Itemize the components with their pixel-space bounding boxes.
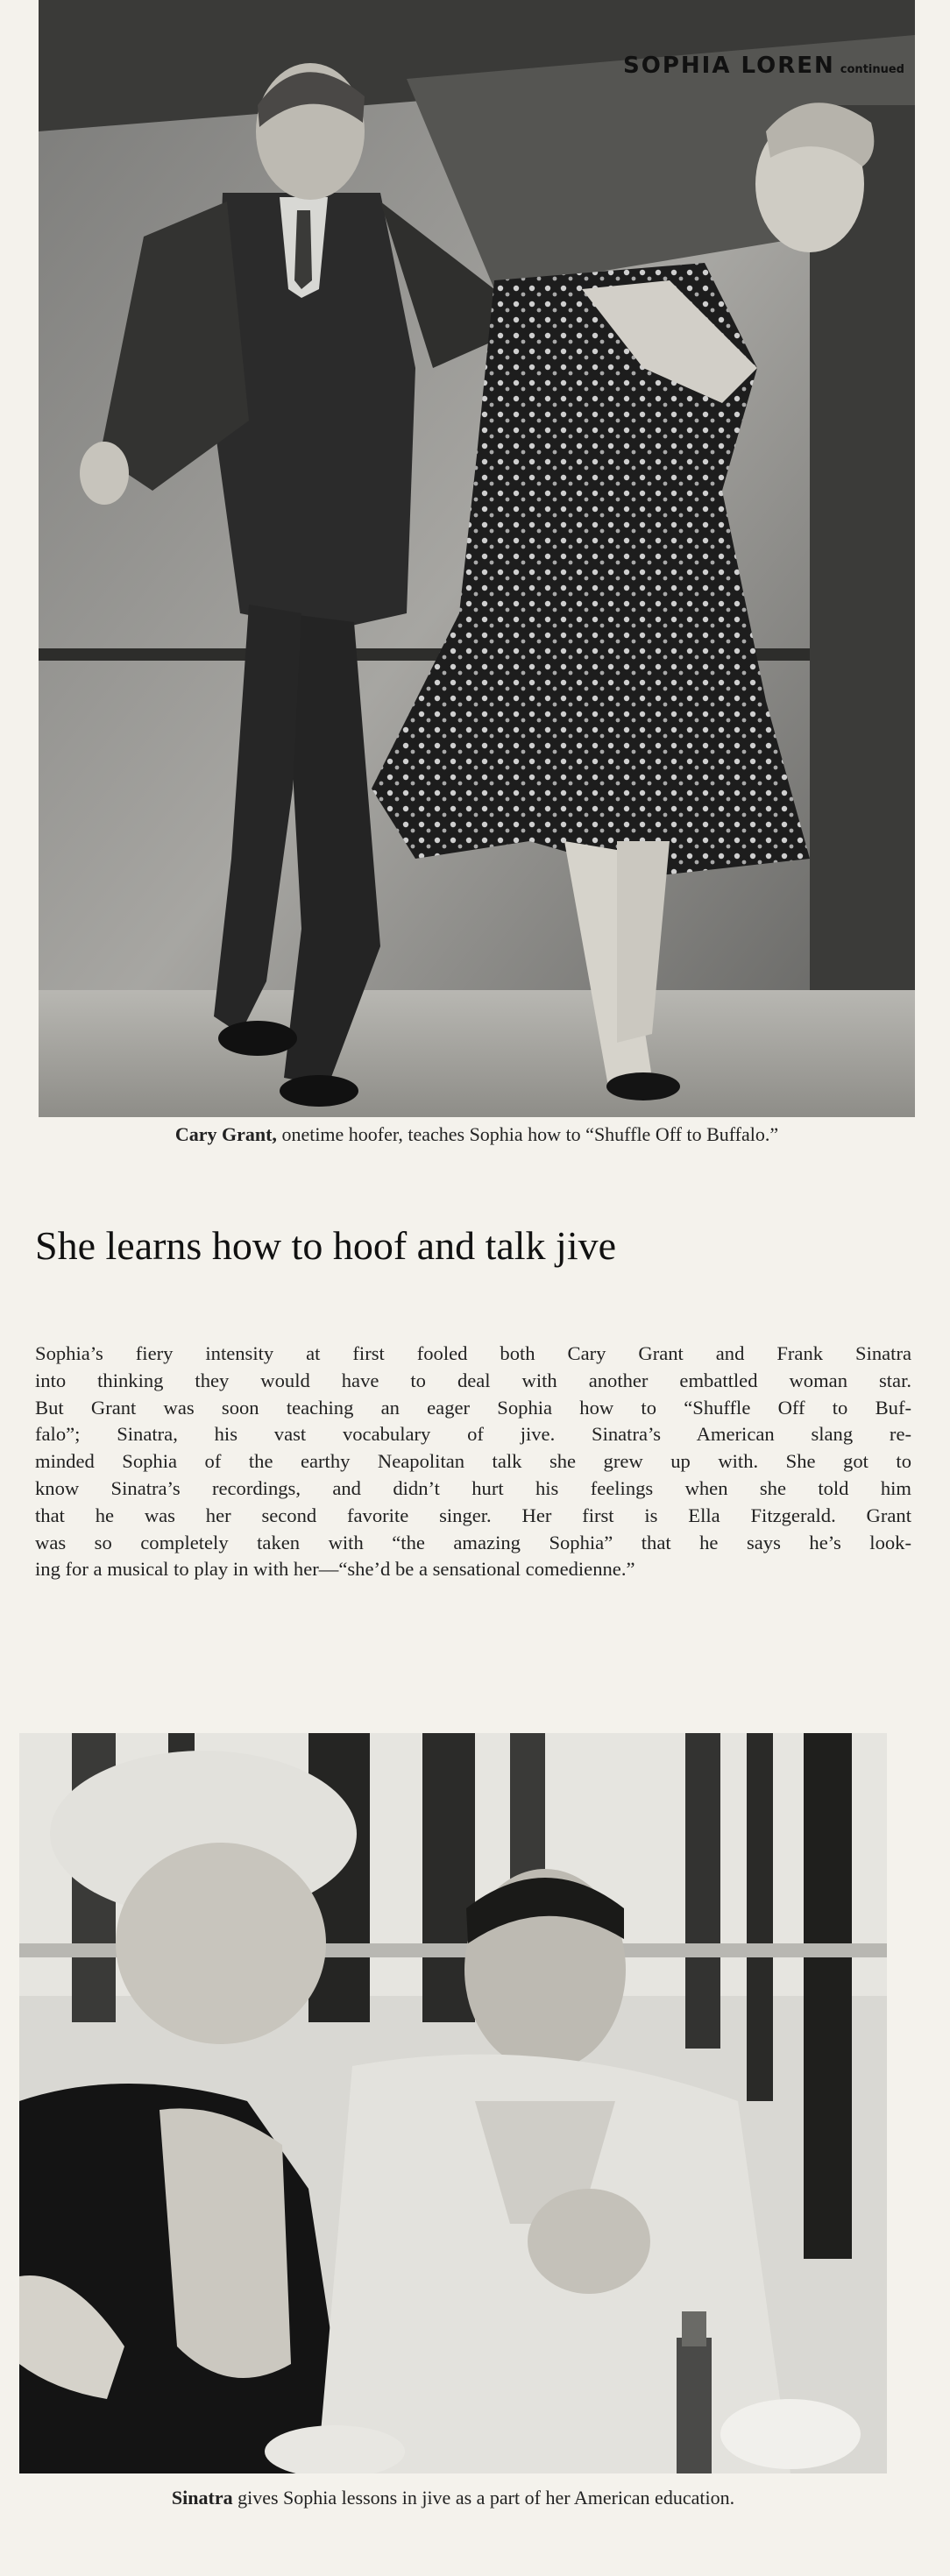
article-body	[35, 1341, 911, 1583]
caption-text-bottom: gives Sophia lessons in jive as a part of her American education.	[232, 2487, 735, 2509]
caption-name-top: Cary Grant,	[174, 1123, 277, 1145]
photo-caption-top	[39, 1123, 915, 1146]
article-line: But Grant was soon teaching an eager Sophia how to “Shuffle Off to Buf-	[35, 1396, 911, 1419]
article-line: ing for a musical to play in with her—“she’d be a sensational comedienne.”	[35, 1558, 635, 1581]
caption-text-top: onetime hoofer, teaches Sophia how to “Shuffle Off to Buffalo.”	[276, 1123, 779, 1145]
section-title: SOPHIA LOREN	[623, 53, 835, 79]
article-line: into thinking they would have to deal with another embattled woman star.	[35, 1369, 911, 1391]
article-line: was so completely taken with “the amazing Sophia” that he says he’s look-	[35, 1531, 911, 1553]
article-headline: She learns how to hoof and talk jive	[35, 1223, 617, 1268]
article-line: falo”; Sinatra, his vast vocabulary of jive. Sinatra’s American slang re-	[35, 1423, 911, 1446]
caption-name-bottom: Sinatra	[171, 2487, 233, 2509]
photo-caption-bottom	[19, 2487, 887, 2509]
article-line: know Sinatra’s recordings, and didn’t hurt his feelings when she told him	[35, 1476, 911, 1499]
continued-label: continued	[840, 63, 904, 76]
article-line: Sophia’s fiery intensity at first fooled both Cary Grant and Frank Sinatra	[35, 1342, 911, 1364]
photo-sinatra-sophia	[19, 1733, 887, 2473]
article-line: minded Sophia of the earthy Neapolitan talk she grew up with. She got to	[35, 1450, 911, 1473]
photo-grant-sophia-dancing	[39, 0, 915, 1117]
article-line: that he was her second favorite singer. Her first is Ella Fitzgerald. Grant	[35, 1504, 911, 1526]
section-header	[623, 53, 904, 79]
